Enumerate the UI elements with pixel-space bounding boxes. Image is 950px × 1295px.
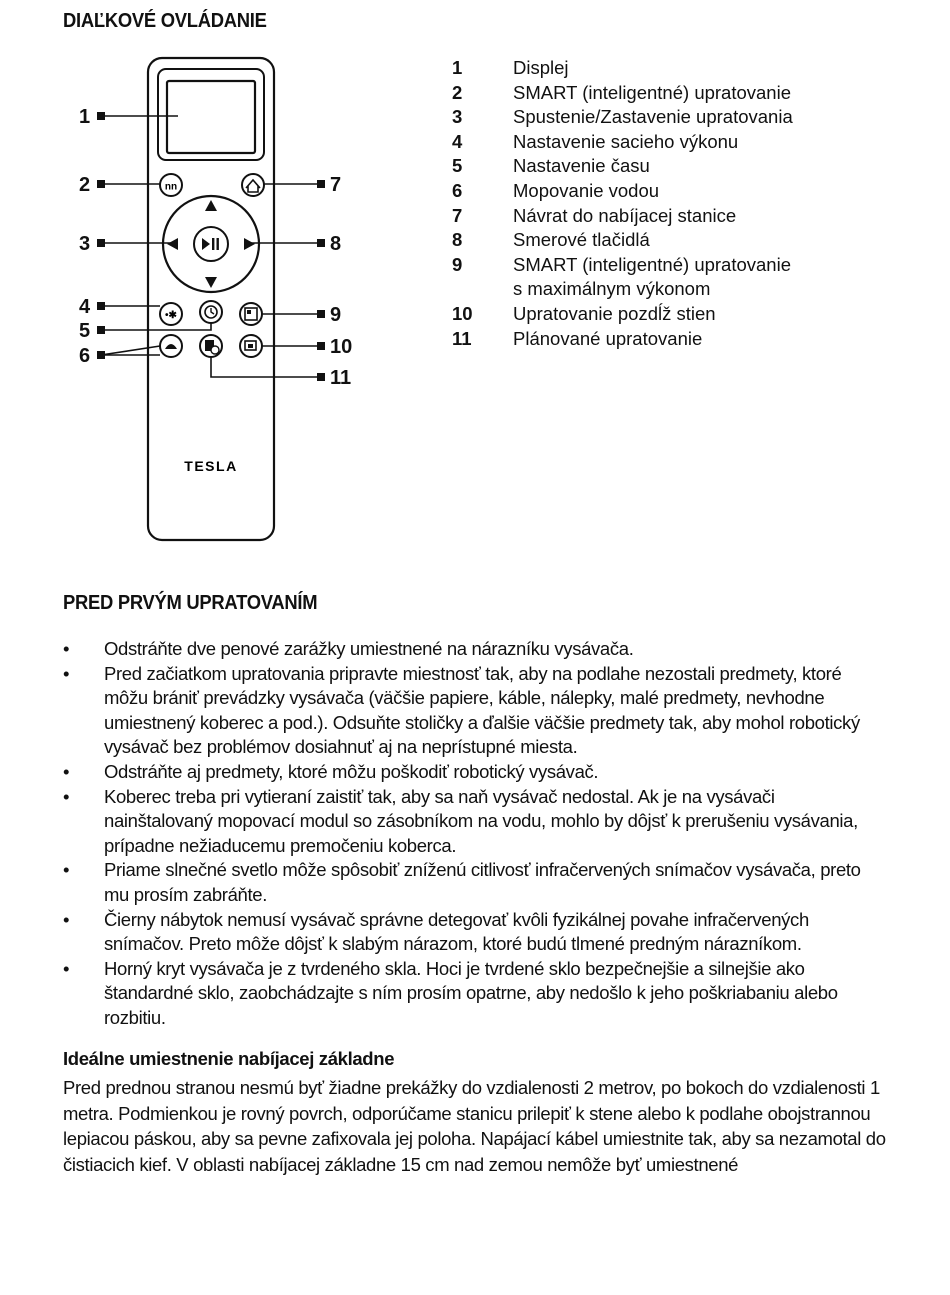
brand-logo: TESLA [184,458,238,474]
callout-1: 1 [79,106,91,128]
legend-row: 7 Návrat do nabíjacej stanice [452,204,737,226]
section-title-remote: DIAĽKOVÉ OVLÁDANIE [63,10,267,32]
preparation-list [63,637,883,1031]
legend-row: 1 Displej [452,57,569,78]
list-item: • Odstráňte aj predmety, ktoré môžu poškodiť robotický vysávač. [63,760,883,785]
callout-10: 10 [330,336,353,358]
remote-display [167,81,255,153]
legend-row: 10 Upratovanie pozdĺž stien [452,302,716,324]
list-item: • Koberec treba pri vytieraní zaistiť tak, aby sa naň vysávač nedostal. Ak je na vysávači nainštalovaný mopovací modul so zásobníkom na vodu, mohlo by dôjsť k prerušeniu vysávania, prípadne nežiaducemu premočeniu koberca. [63,785,883,859]
list-item: • Priame slnečné svetlo môže spôsobiť zníženú citlivosť infračervených snímačov vysávača, preto mu prosím zabráňte. [63,858,883,907]
legend-row: 4 Nastavenie sacieho výkonu [452,130,739,152]
legend-row: 9 SMART (inteligentné) upratovanie s maximálnym výkonom [452,253,791,300]
legend-row: 6 Mopovanie vodou [452,179,660,201]
subheading-charging-base: Ideálne umiestnenie nabíjacej základne [63,1048,395,1069]
suction-icon: •✱ [165,310,177,321]
list-item: • Odstráňte dve penové zarážky umiestnené na nárazníku vysávača. [63,637,883,662]
callout-8: 8 [330,233,342,255]
list-item: • Pred začiatkom upratovania pripravte miestnosť tak, aby na podlahe nezostali predmety, ktoré môžu brániť prevádzky vysávača (väčšie papiere, káble, nálepky, malé predmety, nevhodne umiestnený koberec a pod.). Odsuňte stoličky a ďalšie väčšie predmety tak, aby mohol robotický vysávač bez problémov dosiahnuť aj na neprístupné miesta. [63,662,883,760]
callout-5: 5 [79,320,91,342]
legend-row: 11 Plánované upratovanie [452,327,703,349]
paragraph-charging-base: Pred prednou stranou nesmú byť žiadne prekážky do vzdialenosti 2 metrov, po bokoch do vzdialenosti 1 metra. Podmienkou je rovný povrch, odporúčame stanicu prilepiť k stene alebo k podlahe obojstrannou lepiacou páskou, aby sa pevne zafixovala jej poloha. Napájací kábel umiestnite tak, aby sa nezamotal do čistiacich kief. V oblasti nabíjacej základne 15 cm nad zemou nemôže byť umiestnené [63,1077,886,1175]
legend-row: 8 Smerové tlačidlá [452,229,650,251]
callout-7: 7 [330,174,342,196]
callout-11: 11 [330,367,352,389]
section-title-before-first-cleaning: PRED PRVÝM UPRATOVANÍM [63,592,318,614]
list-item: • Čierny nábytok nemusí vysávač správne detegovať kvôli fyzikálnej povahe infračervených snímačov. Preto môže dôjsť k slabým nárazom, ktoré budú tlmené predným nárazníkom. [63,908,883,957]
callout-4: 4 [79,296,91,318]
smart-icon: nn [164,181,178,193]
callout-3: 3 [79,233,91,255]
callout-6: 6 [79,345,91,367]
remote-control-diagram [68,52,368,547]
list-item: • Horný kryt vysávača je z tvrdeného skla. Hoci je tvrdené sklo bezpečnejšie a silnejšie ako štandardné sklo, zaobchádzajte s ním prosím opatrne, aby nedošlo k jeho poškriabaniu alebo rozbitiu. [63,957,883,1031]
callout-2: 2 [79,174,91,196]
button-legend [452,56,872,351]
legend-row: 3 Spustenie/Zastavenie upratovania [452,106,793,128]
legend-row: 5 Nastavenie času [452,155,650,177]
start-pause-button [194,227,228,261]
legend-row: 2 SMART (inteligentné) upratovanie [452,81,791,103]
callout-9: 9 [330,304,342,326]
